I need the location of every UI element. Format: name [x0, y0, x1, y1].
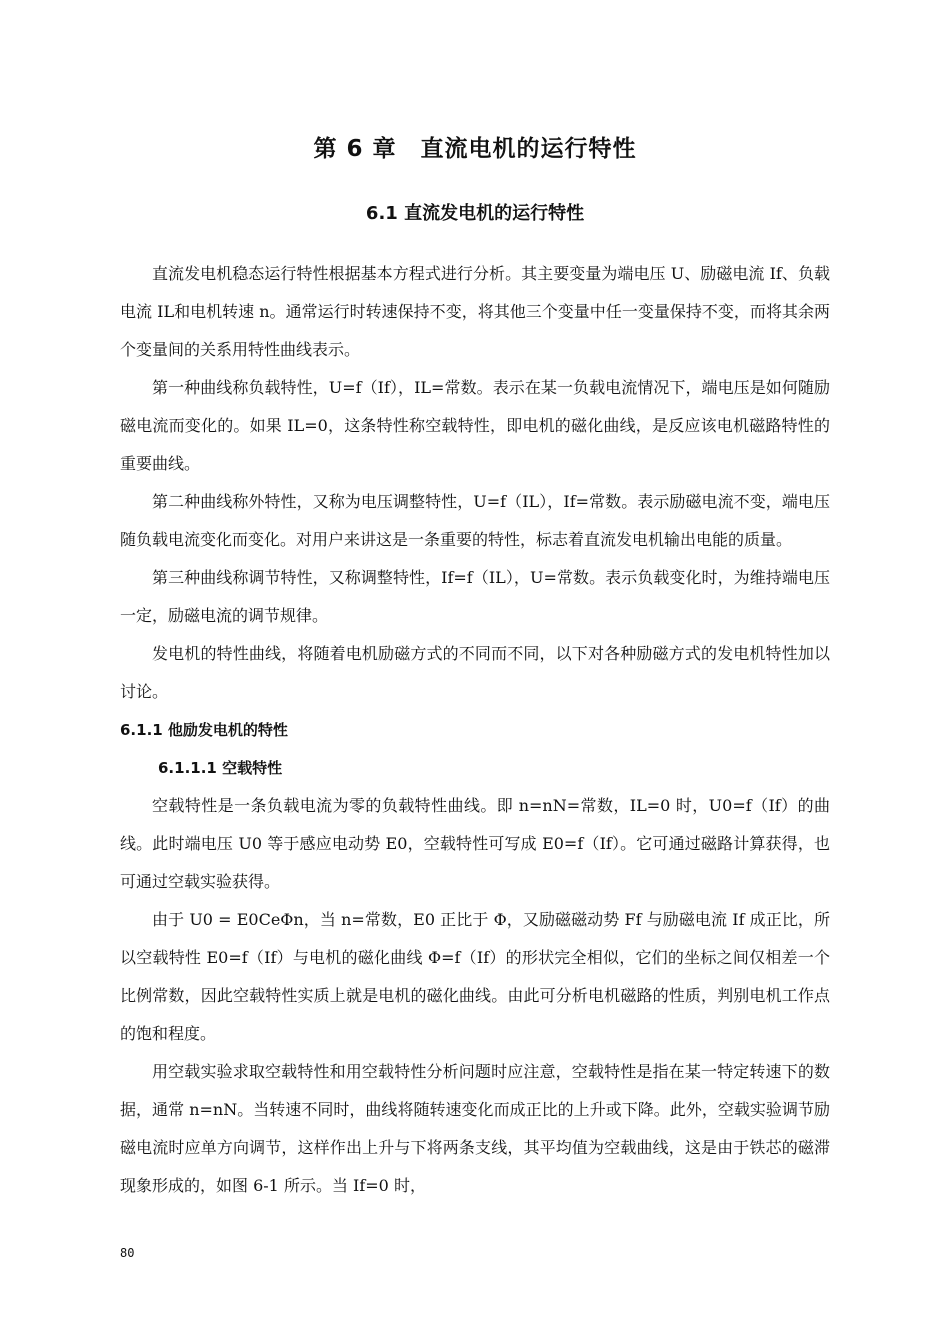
paragraph: 用空载实验求取空载特性和用空载特性分析问题时应注意，空载特性是指在某一特定转速下的数据，通常 n=nN。当转速不同时，曲线将随转速变化而成正比的上升或下降。此外，空载实验调节励磁电流时应单方向调节，这样作出上升与下将两条支线，其平均值为空载曲线，这是由于铁芯的磁滞现象形成的，如图 6-1 所示。当 If=0 时，	[120, 1062, 830, 1195]
paragraph: 直流发电机稳态运行特性根据基本方程式进行分析。其主要变量为端电压 U、励磁电流 If、负载电流 IL和电机转速 n。通常运行时转速保持不变，将其他三个变量中任一变量保持不变，而将其余两个变量间的关系用特性曲线表示。	[120, 264, 830, 359]
paragraph: 发电机的特性曲线，将随着电机励磁方式的不同而不同，以下对各种励磁方式的发电机特性加以讨论。	[120, 644, 830, 701]
paragraph: 第一种曲线称负载特性，U=f（If），IL=常数。表示在某一负载电流情况下，端电压是如何随励磁电流而变化的。如果 IL=0，这条特性称空载特性，即电机的磁化曲线，是反应该电机磁路特性的重要曲线。	[120, 378, 830, 473]
subsubsection-title: 6.1.1.1 空载特性	[158, 759, 283, 777]
page-number: 80	[120, 1246, 135, 1260]
section-title: 6.1 直流发电机的运行特性	[365, 203, 585, 224]
subsection-title: 6.1.1 他励发电机的特性	[120, 721, 288, 739]
paragraph: 第三种曲线称调节特性，又称调整特性，If=f（IL），U=常数。表示负载变化时，为维持端电压一定，励磁电流的调节规律。	[120, 568, 830, 625]
body-text	[120, 255, 830, 1205]
paragraph: 由于 U0 = E0CeΦn，当 n=常数，E0 正比于 Φ，又励磁磁动势 Ff 与励磁电流 If 成正比，所以空载特性 E0=f（If）与电机的磁化曲线 Φ=f（If）的形状完全相似，它们的坐标之间仅相差一个比例常数，因此空载特性实质上就是电机的磁化曲线。由此可分析电机磁路的性质，判别电机工作点的饱和程度。	[120, 910, 830, 1043]
paragraph: 第二种曲线称外特性，又称为电压调整特性，U=f（IL），If=常数。表示励磁电流不变，端电压随负载电流变化而变化。对用户来讲这是一条重要的特性，标志着直流发电机输出电能的质量。	[120, 492, 830, 549]
paragraph: 空载特性是一条负载电流为零的负载特性曲线。即 n=nN=常数，IL=0 时，U0=f（If）的曲线。此时端电压 U0 等于感应电动势 E0，空载特性可写成 E0=f（If）。它可通过磁路计算获得，也可通过空载实验获得。	[120, 796, 830, 891]
chapter-title: 第 6 章 直流电机的运行特性	[313, 136, 637, 162]
